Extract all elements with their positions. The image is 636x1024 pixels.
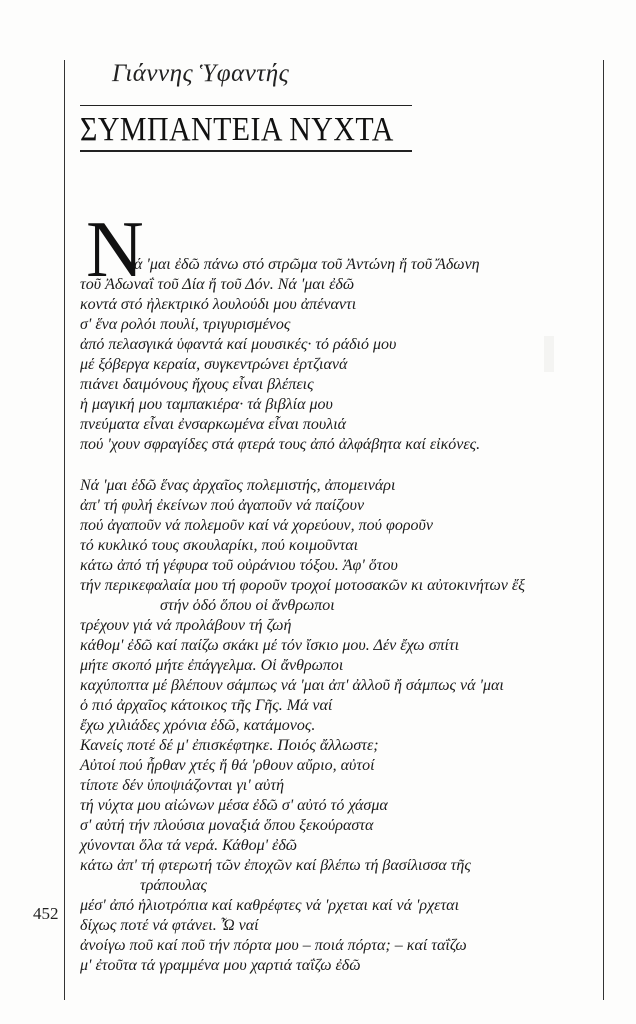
stanza-2 (80, 476, 600, 976)
poem-line: τίποτε δέν ὑποψιάζονται γι' αὐτή (80, 777, 285, 794)
poem-line: τρέχουν γιά νά προλάβουν τή ζωή (80, 617, 292, 634)
left-margin-rule (64, 60, 65, 1000)
poem-line: μέ ξόβεργα κεραία, συγκεντρώνει ἑρτζιανά (80, 356, 348, 373)
poem-line: σ' αὐτή τήν πλούσια μοναξιά ὅπου ξεκούραστα (80, 817, 374, 834)
poem-line: ἀπ' τή φυλή ἐκείνων πού ἀγαποῦν νά παίζουν (80, 497, 365, 514)
poem-line: τή νύχτα μου αἰώνων μέσα ἐδῶ σ' αὐτό τό χάσμα (80, 797, 388, 814)
poem-line: πνεύματα εἶναι ἐνσαρκωμένα εἶναι πουλιά (80, 416, 347, 433)
poem-line: πού 'χουν σφραγίδες στά φτερά τους ἀπό ἀλφάβητα καί εἰκόνες. (80, 436, 481, 453)
stanza-1 (80, 255, 600, 455)
poem-line: κάτω ἀπό τή γέφυρα τοῦ οὐράνιου τόξου. Ἀφ' ὅτου (80, 557, 398, 574)
poem-line: ἀνοίγω ποῦ καί ποῦ τήν πόρτα μου – ποιά πόρτα; – καί ταΐζω (80, 937, 467, 954)
drop-cap: Ν (86, 206, 144, 294)
right-margin-rule (603, 60, 604, 1000)
poem-title: ΣΥΜΠΑΝΤΕΙΑ ΝΥΧΤΑ (80, 111, 394, 148)
title-rule-top (80, 105, 412, 106)
page-number: 452 (33, 904, 59, 923)
poem-line: σ' ἕνα ρολόι πουλί, τριγυρισμένος (80, 316, 291, 333)
poem-line: χύνονται ὅλα τά νερά. Κάθομ' ἐδῶ (80, 837, 298, 854)
poem-line: ἡ μαγική μου ταμπακιέρα· τά βιβλία μου (80, 396, 333, 413)
poem-line: ά 'μαι ἐδῶ πάνω στό στρῶμα τοῦ Ἀντώνη ἤ τοῦ Ἄδωνη (134, 256, 480, 273)
poem-line: στήν ὁδό ὅπου οἱ ἄνθρωποι (160, 597, 335, 614)
poem-line: Νά 'μαι ἐδῶ ἕνας ἀρχαῖος πολεμιστής, ἀπομεινάρι (80, 477, 396, 494)
stanza-gap (80, 455, 600, 476)
poem-line: Κανείς ποτέ δέ μ' ἐπισκέφτηκε. Ποιός ἄλλωστε; (80, 737, 379, 754)
poem-line: ἔχω χιλιάδες χρόνια ἐδῶ, κατάμονος. (80, 717, 316, 734)
poem-line: τό κυκλικό τους σκουλαρίκι, πού κοιμοῦνται (80, 537, 359, 554)
poem-line: πιάνει δαιμόνους ἤχους εἶναι βλέπεις (80, 376, 314, 393)
poem-line: Αὐτοί πού ἦρθαν χτές ἤ θά 'ρθουν αὔριο, αὐτοί (80, 757, 375, 774)
poem-line: ὁ πιό ἀρχαῖος κάτοικος τῆς Γῆς. Μά ναί (80, 697, 333, 714)
poem-line: μ' ἐτοῦτα τά γραμμένα μου χαρτιά ταΐζω ἐδῶ (80, 957, 361, 974)
poem-line: κάτω ἀπ' τή φτερωτή τῶν ἐποχῶν καί βλέπω τή βασίλισσα τῆς (80, 857, 471, 874)
poem-line: τήν περικεφαλαία μου τή φοροῦν τροχοί μοτοσακῶν κι αὐτοκινήτων ἔξ (80, 577, 526, 594)
poem-body (80, 255, 600, 976)
poem-line: μήτε σκοπό μήτε ἐπάγγελμα. Οἱ ἄνθρωποι (80, 657, 344, 674)
title-rule-bottom (80, 150, 412, 152)
poem-line: δίχως ποτέ νά φτάνει. Ὦ ναί (80, 917, 259, 934)
poem-line: κοντά στό ἠλεκτρικό λουλούδι μου ἀπέναντι (80, 296, 357, 313)
poem-line: κάθομ' ἐδῶ καί παίζω σκάκι μέ τόν ἴσκιο μου. Δέν ἔχω σπίτι (80, 637, 460, 654)
poem-line: τοῦ Ἀδωναΐ τοῦ Δία ἤ τοῦ Δόν. Νά 'μαι ἐδῶ (80, 276, 355, 293)
poem-line: τράπουλας (140, 877, 207, 894)
poem-line: ἀπό πελασγικά ὑφαντά καί μουσικές· τό ράδιό μου (80, 336, 397, 353)
poem-line: καχύποπτα μέ βλέπουν σάμπως νά 'μαι ἀπ' ἀλλοῦ ἤ σάμπως νά 'μαι (80, 677, 504, 694)
poem-line: μέσ' ἀπό ἡλιοτρόπια καί καθρέφτες νά 'ρχεται καί νά 'ρχεται (80, 897, 460, 914)
poem-line: πού ἀγαποῦν νά πολεμοῦν καί νά χορεύουν, πού φοροῦν (80, 517, 433, 534)
author-name: Γιάννης Ὑφαντής (112, 60, 290, 87)
